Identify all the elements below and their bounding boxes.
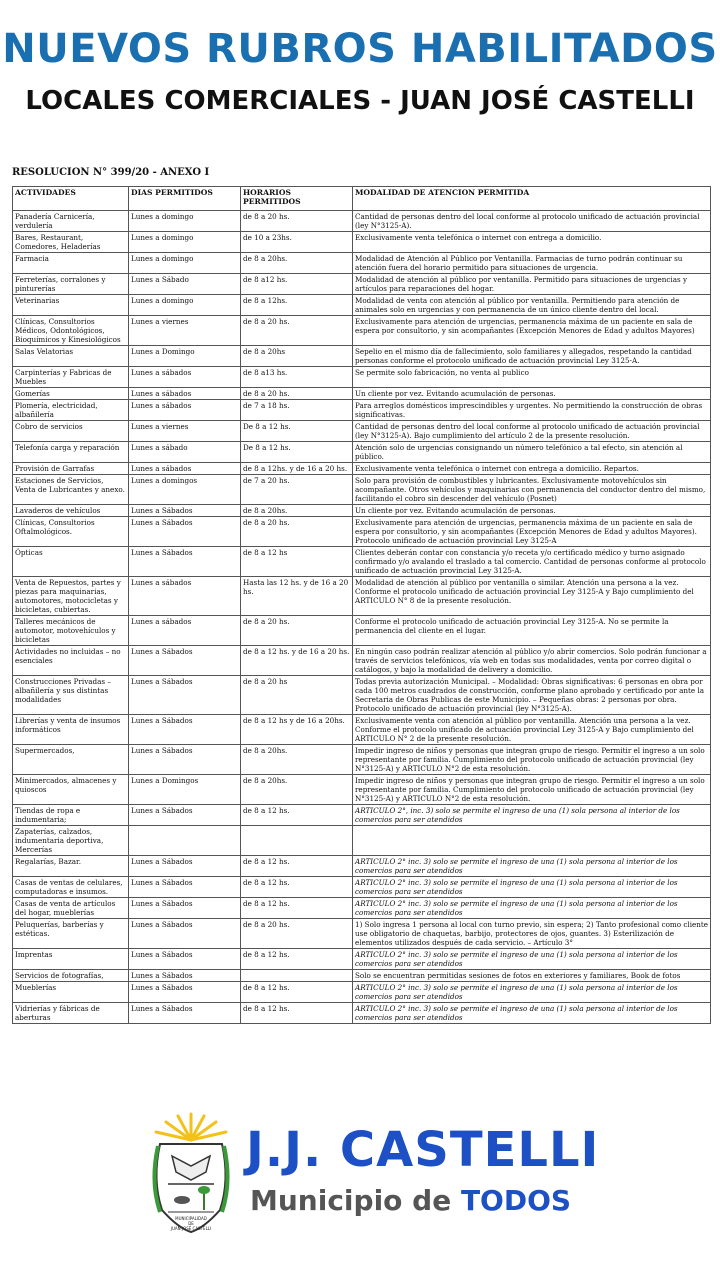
table-cell [241,826,353,856]
table-cell: Solo se encuentran permitidas sesiones de fotos en exteriores y familiares, Book de fotos [353,970,711,982]
table-cell: Actividades no incluidas – no esenciales [13,646,129,676]
column-header: MODALIDAD DE ATENCION PERMITIDA [353,187,711,211]
table-row [13,676,711,715]
table-cell: Todas previa autorización Municipal. – Modalidad: Obras significativas: 6 personas en obra por cada 100 metros cuadrados de construcción, conforme plano aprobado y certificado por ante la Secretaria de Obras Publicas de este Municipio. – Pequeñas obras: 2 personas por obra. Protocolo unificado de actuación provincial (ley N°3125-A). [353,676,711,715]
table-cell: ARTICULO 2° inc. 3) solo se permite el ingreso de una (1) sola persona al interior de los comercios para ser atendidos [353,982,711,1003]
table-cell [129,826,241,856]
table-row [13,547,711,577]
table-cell: Impedir ingreso de niños y personas que integran grupo de riesgo. Permitir el ingreso a un solo representante por familia. Cumplimiento del protocolo unificado de actuación provincial (ley N°3125-A) y ARTICULO N°2 de esta resolución. [353,775,711,805]
table-cell: Lunes a Sábados [129,970,241,982]
table-cell: Casas de ventas de celulares, computadoras e insumos. [13,877,129,898]
table-cell: de 8 a 20hs. [241,253,353,274]
table-row [13,211,711,232]
table-cell: Bares, Restaurant, Comedores, Heladerías [13,232,129,253]
table-cell: Impedir ingreso de niños y personas que integran grupo de riesgo. Permitir el ingreso a un solo representante por familia. Cumplimiento del protocolo unificado de actuación provincial (ley N°3125-A) y ARTICULO N°2 de esta resolución. [353,745,711,775]
table-cell: De 8 a 12 hs. [241,442,353,463]
table-row [13,421,711,442]
table-cell: Se permite solo fabricación, no venta al publico [353,367,711,388]
table-cell: Modalidad de venta con atención al público por ventanilla. Permitiendo para atención de animales solo en urgencias y con permanencia de un único cliente dentro del local. [353,295,711,316]
table-cell: de 8 a 12 hs. [241,898,353,919]
table-cell: Lunes a Sábados [129,676,241,715]
table-row [13,898,711,919]
table-cell: Salas Velatorias [13,346,129,367]
table-cell: Minimercados, almacenes y quioscos [13,775,129,805]
table-row [13,232,711,253]
table-cell: Peluquerías, barberías y estéticas. [13,919,129,949]
table-cell: Lunes a Sábados [129,856,241,877]
table-cell: de 8 a 20hs [241,346,353,367]
table-cell: Lunes a Sábados [129,877,241,898]
table-cell: de 8 a 20 hs. [241,316,353,346]
table-cell: Lunes a sábados [129,400,241,421]
table-cell: Construcciones Privadas – albañilería y sus distintas modalidades [13,676,129,715]
table-cell: de 8 a 12 hs. [241,856,353,877]
table-cell: Un cliente por vez. Evitando acumulación de personas. [353,505,711,517]
table-row [13,982,711,1003]
table-cell: Gomerías [13,388,129,400]
table-cell: Lunes a Sábados [129,517,241,547]
table-cell [353,826,711,856]
table-cell: Un cliente por vez. Evitando acumulación de personas. [353,388,711,400]
table-cell: Lunes a Sábados [129,919,241,949]
table-cell: de 8 a 20 hs. [241,211,353,232]
svg-text:MUNICIPALIDAD: MUNICIPALIDAD [175,1216,207,1221]
table-cell: de 8 a 20 hs [241,676,353,715]
table-cell: Lunes a Sábados [129,505,241,517]
table-cell: Lunes a domingo [129,295,241,316]
table-cell: Para arreglos domésticos imprescindibles y urgentes. No permitiendo la construcción de obras significativas. [353,400,711,421]
table-cell: Vidrierías y fábricas de aberturas [13,1003,129,1024]
table-cell: de 8 a13 hs. [241,367,353,388]
table-row [13,1003,711,1024]
table-cell: Lunes a Sábado [129,274,241,295]
table-cell: Carpinterías y Fabricas de Muebles [13,367,129,388]
table-cell: Lunes a domingo [129,232,241,253]
table-cell: Lunes a Sábados [129,805,241,826]
table-cell: Lunes a sábados [129,577,241,616]
table-row [13,970,711,982]
table-cell: de 7 a 20 hs. [241,475,353,505]
table-cell: Modalidad de Atención al Público por Ventanilla. Farmacias de turno podrán continuar su atención fuera del horario permitido para situaciones de urgencia. [353,253,711,274]
table-row [13,316,711,346]
brand-tagline [250,1184,571,1217]
table-row [13,295,711,316]
table-cell: Lunes a domingo [129,211,241,232]
table-cell: Lunes a Sábados [129,745,241,775]
table-row [13,826,711,856]
table-cell: Exclusivamente venta telefónica o internet con entrega a domicilio. [353,232,711,253]
table-cell: Clientes deberán contar con constancia y/o receta y/o certificado médico y turno asignado confirmado y/o avalando el traslado a tal comercio. Cantidad de personas conforme al protocolo unificado de actuación provincial Ley 3125-A. [353,547,711,577]
table-cell: Lunes a Sábados [129,949,241,970]
table-row [13,805,711,826]
table-row [13,745,711,775]
table-cell: ARTICULO 2°, inc. 3) solo se permite el ingreso de una (1) sola persona al interior de los comercios para ser atendidos [353,805,711,826]
table-cell: Librerías y venta de insumos informáticos [13,715,129,745]
table-cell: de 8 a 20 hs. [241,517,353,547]
table-cell: Lunes a Domingos [129,775,241,805]
table-row [13,346,711,367]
table-cell: 1) Solo ingresa 1 persona al local con turno previo, sin espera; 2) Tanto profesional como cliente use obligatorio de chaquetas, barbijo, protectores de ojos, guantes. 3) Esterilización de elementos utilizados después de cada servicio. – Artículo 3° [353,919,711,949]
table-cell: Casas de venta de artículos del hogar, mueblerías [13,898,129,919]
table-cell: En ningún caso podrán realizar atención al público y/o abrir comercios. Solo podrán funcionar a través de servicios telefónicos, vía web en todas sus modalidades, venta por correo digital o catálogos, y bajo la modalidad de delivery a domicilio. [353,646,711,676]
table-cell [241,970,353,982]
municipal-seal-icon [148,1110,234,1236]
table-cell: Lunes a sábados [129,388,241,400]
table-cell: Lunes a sábados [129,367,241,388]
table-cell: Supermercados, [13,745,129,775]
table-row [13,463,711,475]
table-row [13,517,711,547]
table-cell: Telefonía carga y reparación [13,442,129,463]
table-cell: Lunes a sábados [129,463,241,475]
column-header: HORARIOS PERMITIDOS [241,187,353,211]
table-cell: Cantidad de personas dentro del local conforme al protocolo unificado de actuación provincial (ley N°3125-A). Bajo cumplimiento del artículo 2 de la presente resolución. [353,421,711,442]
table-row [13,919,711,949]
table-row [13,877,711,898]
table-cell: Lunes a Sábados [129,898,241,919]
table-cell: ARTICULO 2° inc. 3) solo se permite el ingreso de una (1) sola persona al interior de los comercios para ser atendidos [353,949,711,970]
table-cell: Cantidad de personas dentro del local conforme al protocolo unificado de actuación provincial (ley N°3125-A). [353,211,711,232]
svg-text:JUAN JOSÉ CASTELLI: JUAN JOSÉ CASTELLI [170,1226,212,1231]
table-cell: Lavaderos de vehículos [13,505,129,517]
table-cell: de 8 a 20hs. [241,775,353,805]
table-header-row [13,187,711,211]
table-cell: Solo para provisión de combustibles y lubricantes. Exclusivamente motovehículos sin acompañante. Otros vehículos y maquinarias con permanencia del conductor dentro del mismo, facilitando el cobro sin descender del vehículo (Posnet) [353,475,711,505]
table-cell: Lunes a viernes [129,421,241,442]
table-cell: Cobro de servicios [13,421,129,442]
table-row [13,442,711,463]
table-cell: Sepelio en el mismo día de fallecimiento, solo familiares y allegados, respetando la cantidad personas conforme el protocolo unificado de actuación provincial Ley 3125-A. [353,346,711,367]
table-cell: de 8 a 12 hs. [241,877,353,898]
tagline-part: Municipio de [250,1184,452,1217]
table-cell: Estaciones de Servicios, Venta de Lubricantes y anexo. [13,475,129,505]
table-row [13,949,711,970]
svg-text:DE: DE [188,1221,194,1226]
table-row [13,646,711,676]
table-cell: Modalidad de atención al público por ventanilla o similar. Atención una persona a la vez. Conforme el protocolo unificado de actuación provincial Ley 3125-A y Bajo cumplimiento del ARTICULO N° 8 de la presente resolución. [353,577,711,616]
table-cell: Zapaterías, calzados, indumentaria deportiva, Mercerías [13,826,129,856]
table-cell: Imprentas [13,949,129,970]
brand-name: J.J. CASTELLI [246,1122,600,1178]
table-cell: De 8 a 12 hs. [241,421,353,442]
table-row [13,715,711,745]
column-header: ACTIVIDADES [13,187,129,211]
table-cell: Lunes a viernes [129,316,241,346]
table-cell: Servicios de fotografías, [13,970,129,982]
column-header: DIAS PERMITIDOS [129,187,241,211]
table-body [13,211,711,1024]
table-cell: Atención solo de urgencias consignando un número telefónico a tal efecto, sin atención al público. [353,442,711,463]
table-cell: de 8 a 12 hs y de 16 a 20hs. [241,715,353,745]
table-cell: de 8 a 12 hs. y de 16 a 20 hs. [241,646,353,676]
table-cell: ARTICULO 2° inc. 3) solo se permite el ingreso de una (1) sola persona al interior de los comercios para ser atendidos [353,898,711,919]
table-cell: ARTICULO 2° inc. 3) solo se permite el ingreso de una (1) sola persona al interior de los comercios para ser atendidos [353,856,711,877]
table-cell: Provisión de Garrafas [13,463,129,475]
footer-logo [0,1098,720,1258]
page-subtitle: LOCALES COMERCIALES - JUAN JOSÉ CASTELLI [25,86,695,116]
table-cell: Modalidad de atención al público por ventanilla. Permitido para situaciones de urgencias y artículos para reparaciones del hogar. [353,274,711,295]
table-cell: de 8 a 12hs. [241,295,353,316]
table-cell: de 8 a 12 hs. [241,982,353,1003]
table-cell: Lunes a sábados [129,616,241,646]
table-cell: de 8 a 20 hs. [241,388,353,400]
activities-table [12,186,711,1024]
table-cell: Exclusivamente venta telefónica o internet con entrega a domicilio. Repartos. [353,463,711,475]
table-cell: de 8 a 20 hs. [241,616,353,646]
table-cell: ARTICULO 2° inc. 3) solo se permite el ingreso de una (1) sola persona al interior de los comercios para ser atendidos [353,1003,711,1024]
table-row [13,505,711,517]
table-cell: Exclusivamente venta con atención al público por ventanilla. Atención una persona a la vez. Conforme el protocolo unificado de actuación provincial Ley 3125-A y Bajo cumplimiento del ARTICULO N° 2 de la presente resolución. [353,715,711,745]
table-cell: Lunes a Sábados [129,715,241,745]
table-cell: Tiendas de ropa e indumentaria; [13,805,129,826]
table-row [13,475,711,505]
table-cell: Lunes a sábado [129,442,241,463]
table-cell: de 8 a 12 hs. [241,805,353,826]
table-cell: Veterinarias [13,295,129,316]
table-cell: de 8 a 20 hs. [241,919,353,949]
table-cell: Conforme el protocolo unificado de actuación provincial Ley 3125-A. No se permite la permanencia del cliente en el lugar. [353,616,711,646]
table-cell: Talleres mecánicos de automotor, motovehículos y bicicletas [13,616,129,646]
table-cell: de 8 a 20hs. [241,505,353,517]
table-row [13,400,711,421]
table-cell: Lunes a Sábados [129,646,241,676]
table-cell: Lunes a domingos [129,475,241,505]
table-cell: Venta de Repuestos, partes y piezas para maquinarias, automotores, motocicletas y bicicletas, cubiertas. [13,577,129,616]
table-cell: de 8 a 12 hs. [241,1003,353,1024]
table-cell: de 8 a12 hs. [241,274,353,295]
table-row [13,856,711,877]
table-cell: Lunes a Sábados [129,982,241,1003]
table-cell: de 8 a 12 hs. [241,949,353,970]
table-cell: ARTICULO 2° inc. 3) solo se permite el ingreso de una (1) sola persona al interior de los comercios para ser atendidos [353,877,711,898]
resolution-label: RESOLUCION N° 399/20 - ANEXO I [12,167,210,178]
table-cell: Ópticas [13,547,129,577]
table-cell: Regalarías, Bazar. [13,856,129,877]
table-cell: Lunes a Sábados [129,1003,241,1024]
table-cell: Farmacia [13,253,129,274]
table-cell: Mueblerías [13,982,129,1003]
table-cell: de 7 a 18 hs. [241,400,353,421]
table-cell: Plomería, electricidad, albañilería [13,400,129,421]
table-row [13,253,711,274]
table-cell: Ferreterías, corralones y pinturerías [13,274,129,295]
table-cell: de 8 a 12hs. y de 16 a 20 hs. [241,463,353,475]
table-cell: de 8 a 12 hs [241,547,353,577]
table-cell: Lunes a Sábados [129,547,241,577]
table-row [13,577,711,616]
table-cell: de 10 a 23hs. [241,232,353,253]
table-cell: Hasta las 12 hs. y de 16 a 20 hs. [241,577,353,616]
table-cell: Clínicas, Consultorios Oftalmológicos. [13,517,129,547]
table-cell: Exclusivamente para atención de urgencias, permanencia máxima de un paciente en sala de espera por consultorio, y sin acompañantes (Excepción Menores de Edad y adultos Mayores) [353,316,711,346]
table-row [13,388,711,400]
table-cell: Lunes a Domingo [129,346,241,367]
table-cell: Panadería Carnicería, verdulería [13,211,129,232]
table-cell: Exclusivamente para atención de urgencias, permanencia máxima de un paciente en sala de espera por consultorio, y sin acompañantes (Excepción Menores de Edad y adultos Mayores). Protocolo unificado de actuación provincial Ley 3125-A [353,517,711,547]
tagline-emphasis: TODOS [460,1184,572,1217]
table-row [13,274,711,295]
table-cell: Clínicas, Consultorios Médicos, Odontológicos, Bioquímicos y Kinesiológicos [13,316,129,346]
table-cell: Lunes a domingo [129,253,241,274]
table-row [13,367,711,388]
page-title: NUEVOS RUBROS HABILITADOS [2,26,718,72]
table-row [13,616,711,646]
table-cell: de 8 a 20hs. [241,745,353,775]
table-row [13,775,711,805]
